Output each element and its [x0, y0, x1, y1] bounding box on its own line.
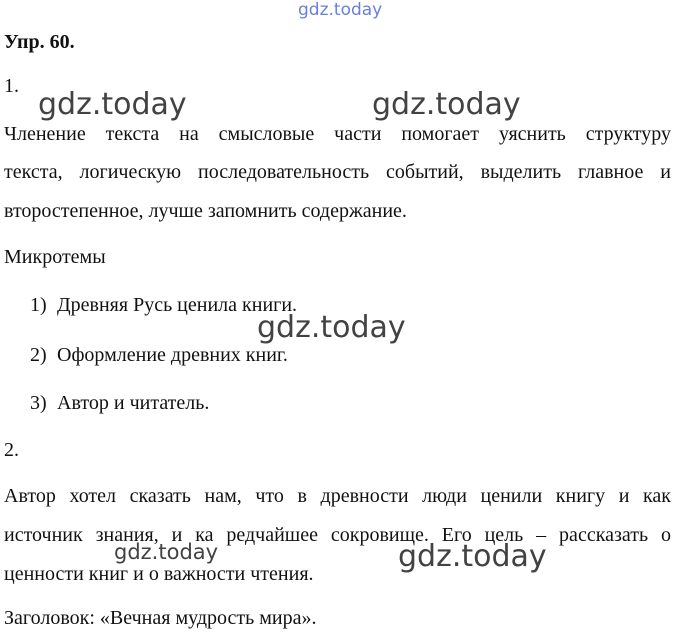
part2-paragraph-line: Автор хотел сказать нам, что в древности люди ценили книгу и как: [4, 485, 671, 507]
microtheme-number: 1): [30, 294, 47, 316]
watermark: gdz.today: [257, 310, 406, 345]
microtheme-text: Оформление древних книг.: [57, 344, 288, 366]
part2-number: 2.: [4, 439, 19, 461]
microtheme-item: [30, 391, 209, 415]
part1-paragraph-line: Членение текста на смысловые части помогает уяснить структуру: [4, 123, 671, 145]
microtheme-text: Автор и читатель.: [57, 392, 210, 414]
microtheme-item: [30, 343, 288, 367]
microtheme-number: 2): [30, 344, 47, 366]
part1-paragraph-line: второстепенное, лучше запомнить содержание.: [4, 200, 407, 222]
microthemes-label: Микротемы: [4, 246, 106, 268]
watermark-top: gdz.today: [298, 0, 383, 20]
watermark: gdz.today: [114, 540, 219, 564]
part1-paragraph-line: текста, логическую последовательность событий, выделить главное и: [4, 161, 671, 183]
microtheme-text: Древняя Русь ценила книги.: [57, 294, 298, 316]
microtheme-number: 3): [30, 392, 47, 414]
watermark: gdz.today: [38, 87, 187, 122]
watermark: gdz.today: [372, 87, 521, 122]
part2-paragraph-line: источник знания, и ка редчайшее сокровище. Его цель – рассказать о: [4, 524, 671, 546]
exercise-title: Упр. 60.: [4, 31, 75, 53]
watermark: gdz.today: [398, 539, 547, 574]
part1-number: 1.: [4, 75, 19, 97]
part2-paragraph-line: ценности книг и о важности чтения.: [4, 563, 314, 585]
title-heading-line: Заголовок: «Вечная мудрость мира».: [4, 607, 317, 629]
